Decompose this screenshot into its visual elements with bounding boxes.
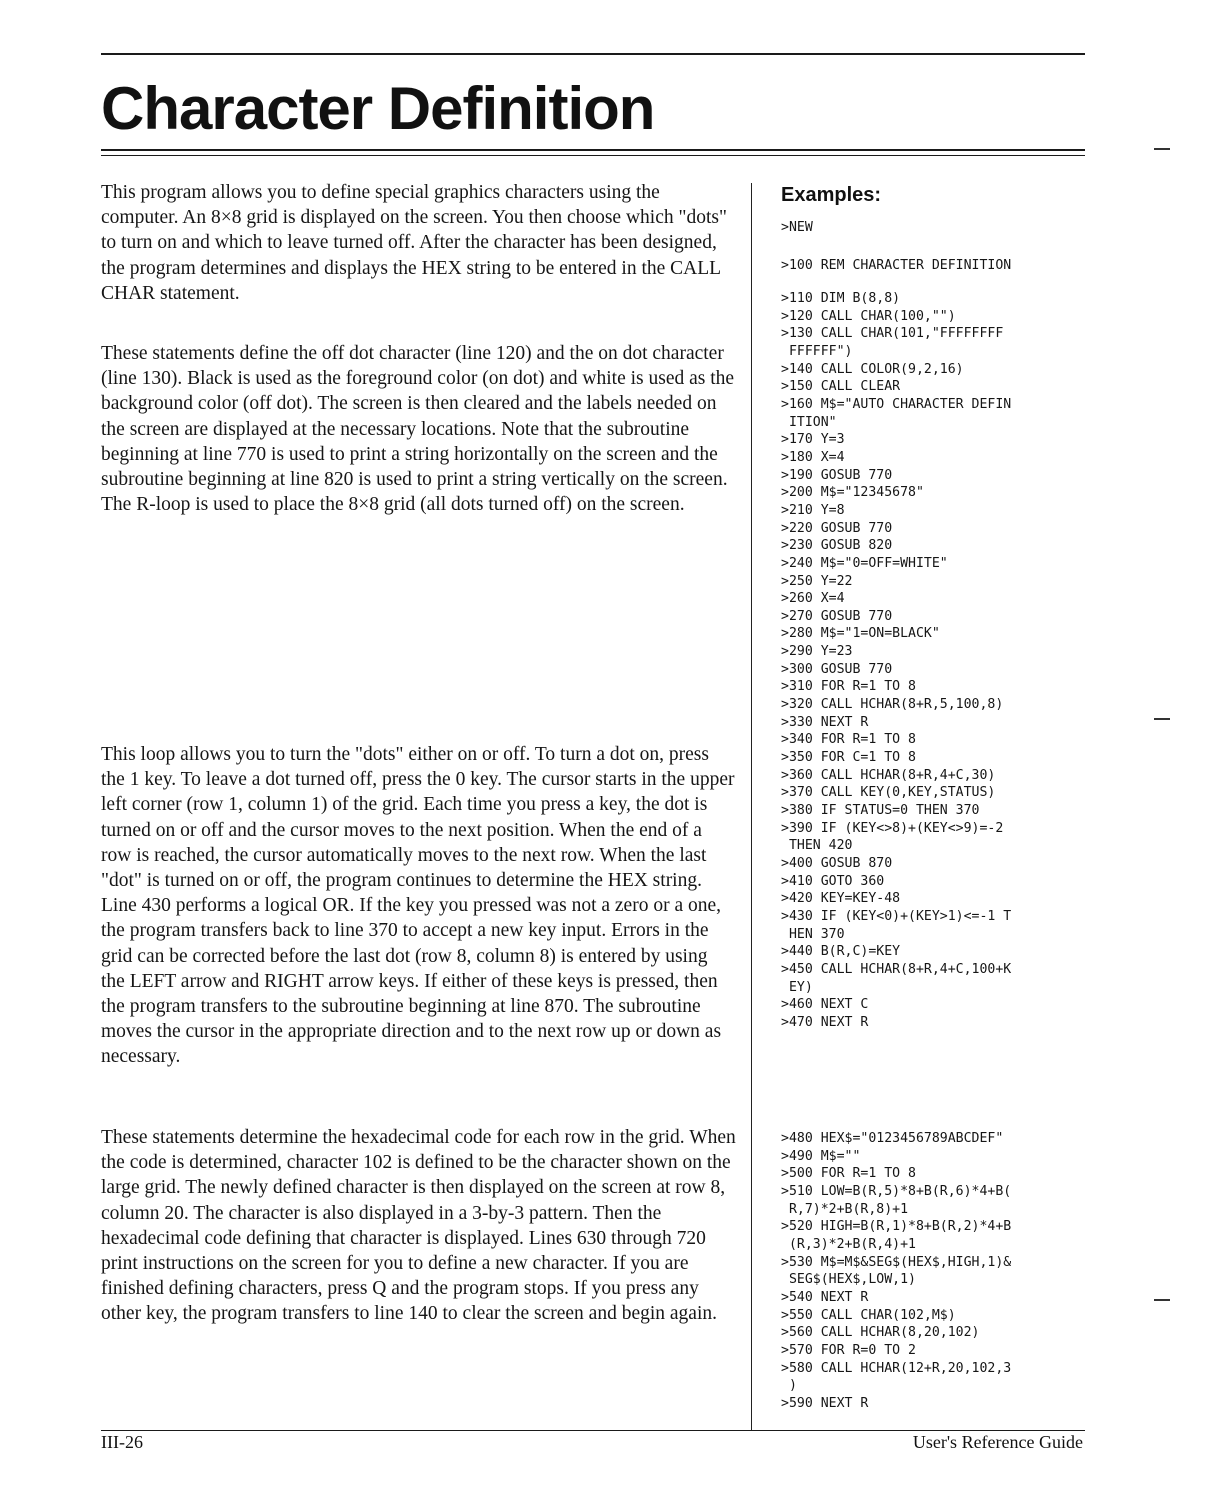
- code-line: >140 CALL COLOR(9,2,16): [781, 361, 964, 377]
- code-line: >350 FOR C=1 TO 8: [781, 750, 916, 766]
- code-block-main: [781, 290, 1011, 1032]
- code-block-rem: [781, 257, 1011, 275]
- code-line: >410 GOTO 360: [781, 873, 885, 889]
- column-divider: [751, 183, 752, 1431]
- examples-heading: Examples:: [781, 184, 882, 206]
- code-line: >180 X=4: [781, 449, 845, 465]
- intro-paragraph: This program allows you to define special graphics characters using the computer. An 8×8 grid is displayed on the screen. You then choose which "dots" to turn on and which to leave turned off. After the character has been designed, the program determines and displays the HEX string to be entered in the CALL CHAR statement.: [101, 182, 727, 304]
- code-line: >120 CALL CHAR(100,""): [781, 308, 956, 324]
- code-line: >530 M$=M$&SEG$(HEX$,HIGH,1)&: [781, 1254, 1012, 1270]
- code-line: >280 M$="1=ON=BLACK": [781, 626, 940, 642]
- code-line: >400 GOSUB 870: [781, 856, 893, 871]
- code-line: SEG$(HEX$,LOW,1): [781, 1272, 916, 1288]
- title-underline-rule: [101, 149, 1085, 151]
- code-line: >160 M$="AUTO CHARACTER DEFIN: [781, 396, 1012, 412]
- code-line: >NEW: [781, 220, 813, 235]
- code-line: >250 Y=22: [781, 573, 853, 589]
- code-line: >360 CALL HCHAR(8+R,4+C,30): [781, 767, 996, 783]
- code-line: >450 CALL HCHAR(8+R,4+C,100+K: [781, 961, 1012, 977]
- code-line: HEN 370: [781, 926, 845, 942]
- code-line: >510 LOW=B(R,5)*8+B(R,6)*4+B(: [781, 1183, 1012, 1199]
- code-line: >190 GOSUB 770: [781, 467, 893, 483]
- code-line: >550 CALL CHAR(102,M$): [781, 1307, 956, 1323]
- top-rule: [101, 53, 1085, 55]
- code-line: >100 REM CHARACTER DEFINITION: [781, 258, 1012, 273]
- code-line: >300 GOSUB 770: [781, 661, 893, 677]
- code-line: >590 NEXT R: [781, 1395, 869, 1411]
- book-title: User's Reference Guide: [912, 1432, 1083, 1452]
- code-line: >430 IF (KEY<0)+(KEY>1)<=-1 T: [781, 908, 1012, 924]
- code-line: >210 Y=8: [781, 502, 845, 518]
- code-line: FFFFFF"): [781, 343, 853, 359]
- code-line: >520 HIGH=B(R,1)*8+B(R,2)*4+B: [781, 1219, 1012, 1235]
- code-line: >270 GOSUB 770: [781, 608, 893, 624]
- code-line: >260 X=4: [781, 591, 845, 607]
- code-line: >240 M$="0=OFF=WHITE": [781, 555, 948, 571]
- code-line: R,7)*2+B(R,8)+1: [781, 1201, 909, 1217]
- code-line: EY): [781, 979, 813, 995]
- hex-paragraph: These statements determine the hexadecimal code for each row in the grid. When the code is determined, character 102 is defined to be the character shown on the large grid. The newly defined character is then displayed on the screen at row 8, column 20. The character is also displayed in a 3-by-3 pattern. Then the hexadecimal code defining that character is displayed. Lines 630 through 720 print instructions on the screen for you to define a new character. If you are finished defining characters, press Q and the program stops. If you press any other key, the program transfers to line 140 to clear the screen and begin again.: [101, 1127, 736, 1325]
- code-line: >470 NEXT R: [781, 1014, 869, 1030]
- code-line: >370 CALL KEY(0,KEY,STATUS): [781, 785, 996, 801]
- margin-tick: [1154, 718, 1170, 720]
- code-line: >200 M$="12345678": [781, 485, 924, 501]
- code-line: >570 FOR R=0 TO 2: [781, 1342, 916, 1358]
- code-line: >290 Y=23: [781, 644, 853, 660]
- code-line: >110 DIM B(8,8): [781, 291, 901, 306]
- code-line: >460 NEXT C: [781, 997, 869, 1013]
- loop-paragraph: This loop allows you to turn the "dots" either on or off. To turn a dot on, press the 1 key. To leave a dot turned off, press the 0 key. The cursor starts in the upper left corner (row 1, column 1) of the grid. Each time you press a key, the dot is turned on or off and the cursor moves to the next position. When the end of a row is reached, the cursor automatically moves to the next row. When the last "dot" is turned on or off, the program continues to determine the HEX string. Line 430 performs a logical OR. If the key you pressed was not a zero or a one, the program transfers back to line 370 to accept a new key input. Errors in the grid can be corrected before the last dot (row 8, column 8) is entered by using the LEFT arrow and RIGHT arrow keys. If either of these keys is pressed, then the program transfers to the subroutine beginning at line 870. The subroutine moves the cursor in the appropriate direction and to the next row up or down as necessary.: [101, 744, 735, 1068]
- code-line: ITION": [781, 414, 837, 430]
- code-line: >310 FOR R=1 TO 8: [781, 679, 916, 695]
- page-title: Character Definition: [101, 75, 655, 142]
- code-line: >330 NEXT R: [781, 714, 869, 730]
- code-line: >560 CALL HCHAR(8,20,102): [781, 1325, 980, 1341]
- code-line: >490 M$="": [781, 1148, 861, 1164]
- code-line: >420 KEY=KEY-48: [781, 891, 901, 907]
- title-underline-rule-thin: [101, 155, 1085, 156]
- code-line: >540 NEXT R: [781, 1289, 869, 1305]
- code-line: >130 CALL CHAR(101,"FFFFFFFF: [781, 326, 1004, 342]
- code-line: >380 IF STATUS=0 THEN 370: [781, 803, 980, 819]
- code-line: >320 CALL HCHAR(8+R,5,100,8): [781, 697, 1004, 713]
- code-line: >390 IF (KEY<>8)+(KEY<>9)=-2: [781, 820, 1004, 836]
- code-line: >480 HEX$="0123456789ABCDEF": [781, 1131, 1004, 1146]
- page-number: III-26: [101, 1432, 143, 1452]
- code-line: >220 GOSUB 770: [781, 520, 893, 536]
- code-block-hex: [781, 1130, 1011, 1413]
- code-line: >440 B(R,C)=KEY: [781, 944, 901, 960]
- code-line: >580 CALL HCHAR(12+R,20,102,3: [781, 1360, 1012, 1376]
- margin-tick: [1154, 1299, 1170, 1301]
- code-line: >170 Y=3: [781, 432, 845, 448]
- code-line: ): [781, 1378, 797, 1394]
- margin-tick: [1154, 148, 1170, 150]
- code-line: >500 FOR R=1 TO 8: [781, 1166, 916, 1182]
- code-block-new: [781, 219, 813, 237]
- code-line: >340 FOR R=1 TO 8: [781, 732, 916, 748]
- code-line: (R,3)*2+B(R,4)+1: [781, 1236, 916, 1252]
- setup-paragraph: These statements define the off dot character (line 120) and the on dot character (line 130). Black is used as the foreground color (on dot) and white is used as the background color (off dot). The screen is then cleared and the labels needed on the screen are displayed at the necessary locations. Note that the subroutine beginning at line 770 is used to print a string horizontally on the screen and the subroutine beginning at line 820 is used to print a string vertically on the screen. The R-loop is used to place the 8×8 grid (all dots turned off) on the screen.: [101, 343, 735, 516]
- code-line: >150 CALL CLEAR: [781, 379, 901, 395]
- footer-rule: [101, 1430, 1085, 1431]
- code-line: THEN 420: [781, 838, 853, 854]
- code-line: >230 GOSUB 820: [781, 538, 893, 554]
